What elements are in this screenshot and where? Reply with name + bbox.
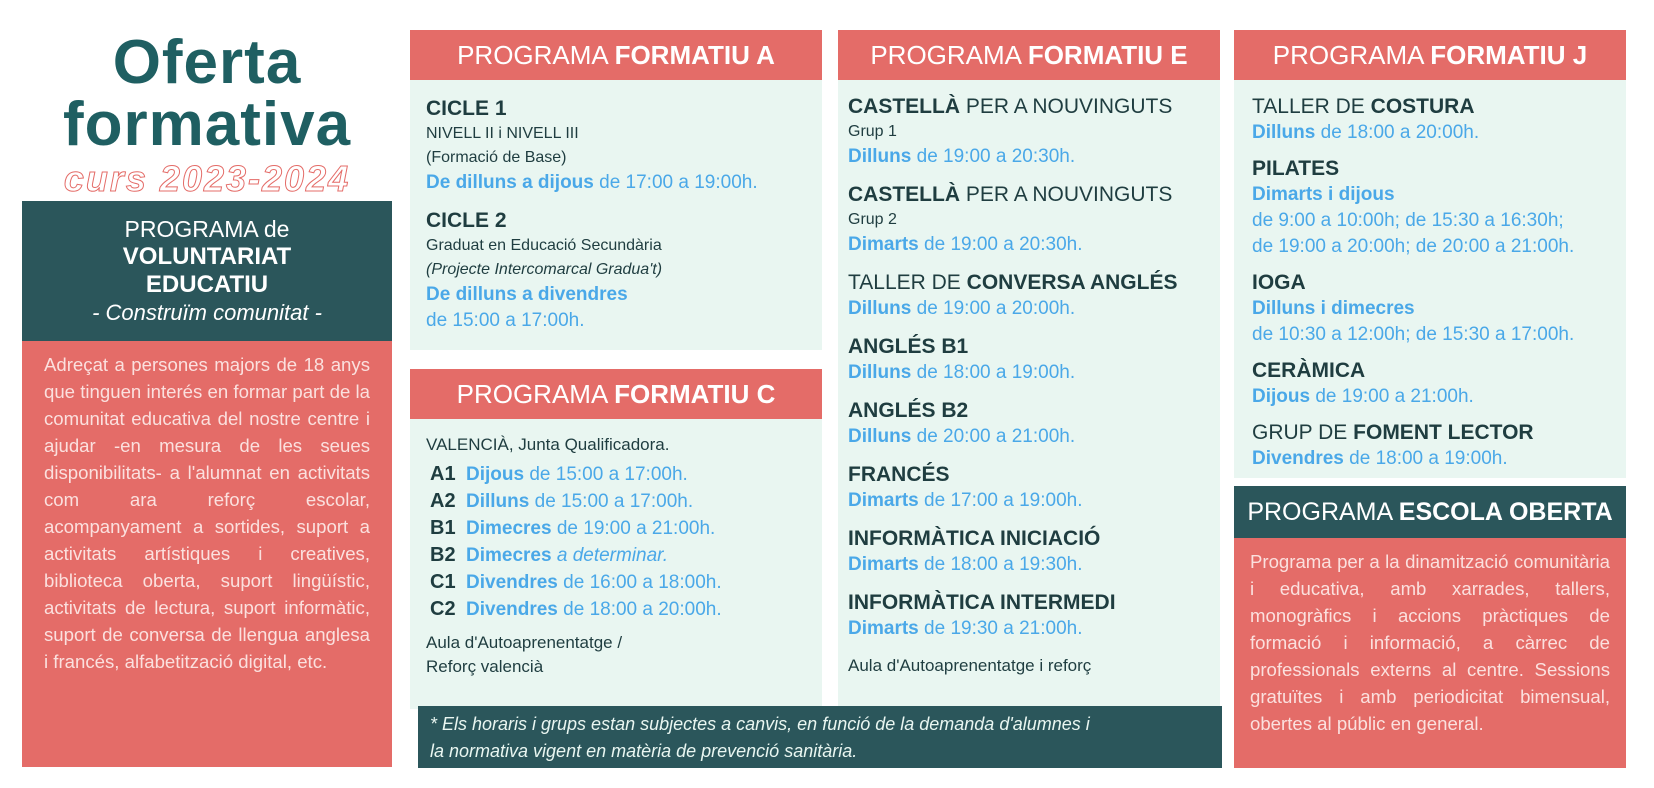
course-hours: de 17:00 a 19:00h. — [924, 490, 1083, 511]
course-day: Divendres — [1252, 448, 1344, 469]
level-row — [426, 515, 806, 542]
header-bold: FORMATIU A — [614, 40, 775, 70]
course-item — [1252, 156, 1608, 260]
course-hours: de 9:00 a 10:00h; de 15:30 a 16:30h; — [1252, 210, 1564, 231]
level-hours: de 15:00 a 17:00h. — [534, 491, 694, 512]
cicle2-hours: de 15:00 a 17:00h. — [426, 310, 585, 331]
programa-e-header — [838, 30, 1220, 80]
course-day: Dilluns — [848, 362, 912, 383]
cicle2-title: CICLE 2 — [426, 209, 507, 232]
course-name: CONVERSA ANGLÉS — [966, 271, 1178, 294]
level-code: A2 — [430, 490, 456, 512]
programa-e-body — [838, 80, 1220, 709]
course-name: CASTELLÀ — [848, 95, 960, 118]
level-hours: de 16:00 a 18:00h. — [563, 572, 722, 593]
programa-e-footer: Aula d'Autoaprenentatge i reforç — [848, 656, 1092, 675]
course-prefix: TALLER DE — [1252, 95, 1365, 118]
course-item — [848, 182, 1210, 258]
valencia-footer1: Aula d'Autoaprenentatge / — [426, 633, 623, 652]
course-hours: de 20:00 a 21:00h. — [916, 426, 1076, 447]
cicle2-sub1: Graduat en Educació Secundària — [426, 237, 662, 254]
course-prefix: GRUP DE — [1252, 421, 1348, 444]
course-hours: de 19:30 a 21:00h. — [924, 618, 1083, 639]
level-day: Dijous — [466, 464, 525, 485]
header-prefix: PROGRAMA — [1272, 40, 1424, 70]
course-name: ANGLÉS B1 — [848, 335, 969, 358]
course-day: Dimarts — [848, 618, 919, 639]
course-name: INFORMÀTICA INICIACIÓ — [848, 527, 1101, 550]
course-hours: de 18:00 a 19:00h. — [1349, 448, 1508, 469]
header-bold: ESCOLA OBERTA — [1398, 498, 1613, 526]
note-line1: * Els horaris i grups estan subjectes a canvis, en funció de la demanda d'alumnes i — [430, 714, 1090, 734]
course-name: FOMENT LECTOR — [1353, 421, 1534, 444]
title-course: curs 2023-2024 — [63, 158, 351, 199]
course-prefix: TALLER DE — [848, 271, 961, 294]
level-hours: de 19:00 a 21:00h. — [556, 518, 716, 539]
voluntariat-description: Adreçat a persones majors de 18 anys que tinguen interés en formar part de la comunitat educativa del nostre centre i ajudar -en mesura de les seues disponibilitats- a l'alumnat en activitats com ara reforç escolar, acompanyament a sortides, suport a activitats artístiques i creatives, biblioteca oberta, suport lingüístic, activitats de lectura, suport informàtic, suport de conversa de llengua anglesa i francés, alfabetització digital, etc. — [22, 341, 392, 767]
cicle1-sub1: NIVELL II i NIVELL III — [426, 125, 579, 142]
course-name-rest: PER A NOUVINGUTS — [965, 183, 1173, 206]
escola-oberta-header — [1234, 486, 1626, 538]
course-item — [848, 270, 1210, 322]
cicle2-days-text: De dilluns a divendres — [426, 284, 628, 305]
header-prefix: PROGRAMA — [1247, 498, 1392, 526]
voluntariat-tagline: - Construïm comunitat - — [92, 300, 322, 325]
level-hours: de 15:00 a 17:00h. — [529, 464, 688, 485]
course-name: PILATES — [1252, 157, 1340, 180]
valencia-intro: VALENCIÀ, Junta Qualificadora. — [426, 435, 670, 454]
course-item — [848, 94, 1210, 170]
course-name: COSTURA — [1370, 95, 1475, 118]
level-day: Dimecres — [466, 545, 552, 566]
course-hours: de 19:00 a 21:00h. — [1315, 386, 1474, 407]
voluntariat-line2: VOLUNTARIAT — [122, 243, 292, 270]
course-hours: de 18:00 a 19:30h. — [924, 554, 1083, 575]
cicle1-days: De dilluns a dijous — [426, 172, 594, 193]
course-group: Grup 2 — [848, 211, 897, 228]
course-name-rest: PER A NOUVINGUTS — [965, 95, 1173, 118]
course-name: CASTELLÀ — [848, 183, 960, 206]
cicle1-block — [426, 96, 806, 196]
level-day: Divendres — [466, 572, 558, 593]
course-name: IOGA — [1252, 271, 1306, 294]
level-code: C2 — [430, 598, 456, 620]
level-row — [426, 542, 806, 569]
header-prefix: PROGRAMA — [457, 40, 608, 70]
course-day: Dimarts — [848, 234, 919, 255]
course-item — [848, 334, 1210, 386]
course-hours: de 19:00 a 20:00h. — [916, 298, 1076, 319]
programa-j-header — [1234, 30, 1626, 80]
cicle2-sub2: (Projecte Intercomarcal Gradua't) — [426, 261, 663, 278]
level-day: Dilluns — [466, 491, 530, 512]
course-day: Dimarts — [848, 554, 919, 575]
course-item — [1252, 94, 1608, 146]
course-item — [848, 526, 1210, 578]
header-bold: FORMATIU J — [1430, 40, 1588, 70]
programa-j-body — [1234, 80, 1626, 478]
level-hours: a determinar. — [556, 545, 669, 566]
header-prefix: PROGRAMA — [456, 379, 607, 409]
title-line2: formativa — [62, 90, 352, 159]
escola-oberta-description: Programa per a la dinamització comunitària i educativa, amb xarrades, tallers, monogràfics i accions pràctiques de formació i informació, a càrrec de professionals externs al centre. Sessions gratuïtes i amb periodicitat bimensual, obertes al públic en general. — [1234, 538, 1626, 768]
course-day: Dilluns — [848, 298, 912, 319]
course-day: Dilluns i dimecres — [1252, 298, 1415, 319]
course-name: CERÀMICA — [1252, 359, 1366, 382]
level-row — [426, 461, 806, 488]
programa-c-body — [410, 419, 822, 709]
course-day: Dilluns — [1252, 122, 1316, 143]
course-day: Dimarts — [848, 490, 919, 511]
level-code: B2 — [430, 544, 456, 566]
title-line1: Oferta — [112, 28, 302, 97]
note-line2: la normativa vigent en matèria de prevenció sanitària. — [430, 741, 858, 761]
header-bold: FORMATIU E — [1027, 40, 1188, 70]
valencia-footer2: Reforç valencià — [426, 657, 544, 676]
level-code: C1 — [430, 571, 456, 593]
level-code: B1 — [430, 517, 456, 539]
valencia-levels — [426, 461, 806, 623]
course-item — [1252, 270, 1608, 348]
course-name: FRANCÉS — [848, 463, 950, 486]
header-bold: FORMATIU C — [614, 379, 776, 409]
course-item — [848, 462, 1210, 514]
level-row — [426, 569, 806, 596]
voluntariat-line3: EDUCATIU — [145, 271, 269, 298]
main-title — [22, 28, 392, 200]
course-item — [848, 398, 1210, 450]
cicle1-sub2: (Formació de Base) — [426, 149, 567, 166]
level-row — [426, 596, 806, 623]
course-hours: de 18:00 a 19:00h. — [916, 362, 1076, 383]
course-day: Dijous — [1252, 386, 1311, 407]
level-day: Dimecres — [466, 518, 552, 539]
voluntariat-line1: PROGRAMA de — [124, 216, 290, 242]
programa-c-header — [410, 369, 822, 419]
schedule-note — [418, 706, 1222, 768]
course-name: INFORMÀTICA INTERMEDI — [848, 591, 1116, 614]
cicle1-hours: de 17:00 a 19:00h. — [599, 172, 758, 193]
course-hours: de 19:00 a 20:30h. — [916, 146, 1076, 167]
course-hours: de 10:30 a 12:00h; de 15:30 a 17:00h. — [1252, 324, 1575, 345]
header-prefix: PROGRAMA — [870, 40, 1021, 70]
course-day: Dilluns — [848, 146, 912, 167]
programa-a-header — [410, 30, 822, 80]
cicle2-days — [426, 282, 806, 308]
course-day: Dimarts i dijous — [1252, 184, 1395, 205]
programa-a-body — [410, 80, 822, 350]
course-day: Dilluns — [848, 426, 912, 447]
course-name: ANGLÉS B2 — [848, 399, 969, 422]
level-row — [426, 488, 806, 515]
course-item — [1252, 420, 1608, 472]
cicle1-title: CICLE 1 — [426, 97, 507, 120]
course-group: Grup 1 — [848, 123, 897, 140]
course-item — [848, 590, 1210, 642]
course-hours: de 18:00 a 20:00h. — [1320, 122, 1480, 143]
course-hours: de 19:00 a 20:00h; de 20:00 a 21:00h. — [1252, 236, 1575, 257]
course-hours: de 19:00 a 20:30h. — [924, 234, 1083, 255]
level-hours: de 18:00 a 20:00h. — [563, 599, 722, 620]
course-item — [1252, 358, 1608, 410]
level-code: A1 — [430, 463, 456, 485]
voluntariat-header — [22, 201, 392, 341]
level-day: Divendres — [466, 599, 558, 620]
cicle1-time — [426, 170, 806, 196]
cicle2-block — [426, 208, 806, 334]
